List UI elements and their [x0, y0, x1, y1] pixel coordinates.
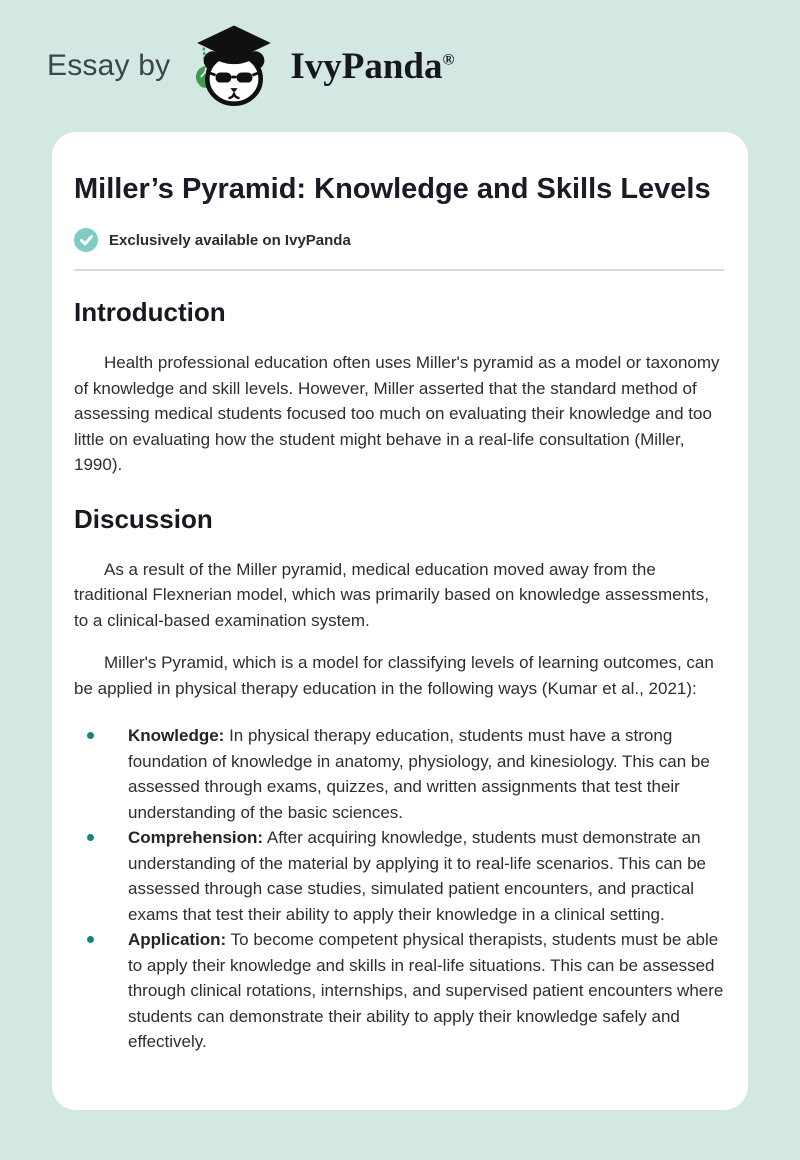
brand-text: IvyPanda [290, 45, 443, 87]
divider [74, 269, 724, 271]
bullet-text: To become competent physical therapists, students must be able to apply their knowledge and skills in real-life situations. This can be assessed through clinical rotations, internships, and supervised patient encounters where students can demonstrate their ability to apply their knowledge safely and effectively. [128, 930, 724, 1051]
bullet-text: After acquiring knowledge, students must demonstrate an understanding of the material by applying it to real-life scenarios. This can be assessed through case studies, simulated patient encounters, and practical exams that test their ability to apply their knowledge in a clinical setting. [128, 828, 707, 924]
paragraph: Miller's Pyramid, which is a model for classifying levels of learning outcomes, can be applied in physical therapy education in the following ways (Kumar et al., 2021): [74, 653, 714, 698]
essay-card [52, 132, 748, 1110]
paragraph: Health professional education often uses Miller's pyramid as a model or taxonomy of knowledge and skill levels. However, Miller asserted that the standard method of assessing medical students focused too much on evaluating their knowledge and too little on evaluating how the student might behave in a real-life consultation (Miller, 1990). [74, 353, 720, 474]
essay-by-label: Essay by [47, 49, 171, 82]
list-item-knowledge [74, 723, 724, 825]
exclusive-label: Exclusively available on IvyPanda [109, 231, 351, 249]
section-heading-introduction: Introduction [74, 297, 226, 327]
bullet-lead: Application: [128, 930, 227, 949]
bullet-lead: Knowledge: [128, 726, 225, 745]
registered-mark: ® [442, 51, 455, 69]
section-heading-discussion: Discussion [74, 503, 213, 534]
list-item-application [74, 927, 724, 1055]
check-icon [74, 228, 98, 252]
bullet-lead: Comprehension: [128, 828, 264, 847]
bullet-list [74, 723, 724, 1055]
essay-title: Miller’s Pyramid: Knowledge and Skills Levels [74, 173, 711, 205]
ivypanda-panda-logo-icon [188, 20, 280, 112]
site-header [0, 0, 800, 132]
paragraph: As a result of the Miller pyramid, medical education moved away from the traditional Flexnerian model, which was primarily based on knowledge assessments, to a clinical-based examination system. [74, 559, 709, 630]
exclusive-row [74, 228, 724, 252]
bullet-text: In physical therapy education, students must have a strong foundation of knowledge in anatomy, physiology, and kinesiology. This can be assessed through exams, quizzes, and written assignments that test their understanding of the basic sciences. [128, 726, 710, 822]
brand-name [290, 45, 454, 88]
list-item-comprehension [74, 825, 724, 927]
